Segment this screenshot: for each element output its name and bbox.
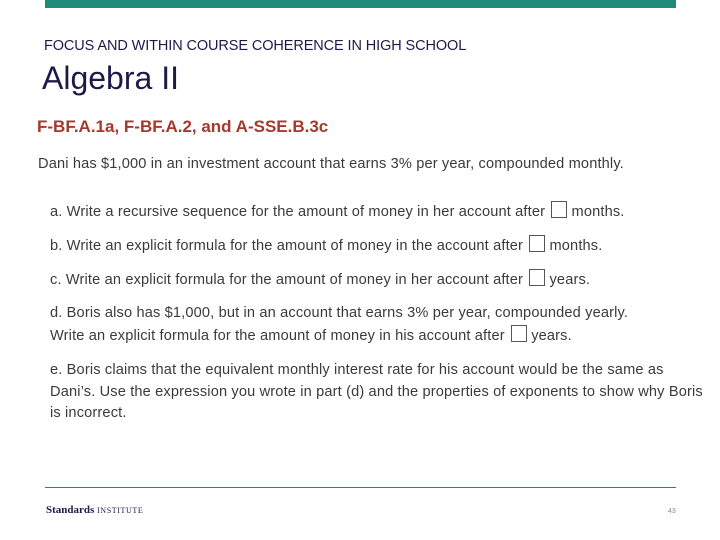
standards-institute-logo (46, 504, 143, 516)
footer-divider (45, 487, 676, 488)
part-e: e. Boris claims that the equivalent monthly interest rate for his account would be the same as Dani’s. Use the expression you wrote in part (d) and the properties of exponents to show why Boris is incorrect. (50, 362, 703, 421)
page-number: 43 (668, 508, 676, 515)
variable-placeholder-icon (529, 235, 545, 252)
part-a-suffix: months. (571, 204, 625, 220)
part-b-text: b. Write an explicit formula for the amount of money in the account after (50, 238, 524, 254)
part-d-suffix: years. (531, 327, 572, 344)
part-d (50, 303, 628, 347)
variable-placeholder-icon (551, 201, 567, 218)
part-d-line2: Write an explicit formula for the amount of money in his account after (50, 327, 505, 344)
variable-placeholder-icon (529, 269, 545, 286)
part-d-line1: d. Boris also has $1,000, but in an account that earns 3% per year, compounded yearly. (50, 305, 629, 321)
part-c-suffix: years. (549, 272, 591, 288)
part-a-text: a. Write a recursive sequence for the amount of money in her account after (50, 204, 546, 220)
logo-wordmark: Standards (46, 504, 95, 516)
part-b-suffix: months. (549, 238, 603, 254)
part-d-line2-wrap (50, 325, 628, 348)
top-accent-bar (45, 0, 676, 8)
variable-placeholder-icon (511, 325, 527, 342)
page-title: Algebra II (42, 60, 179, 96)
part-c (50, 269, 590, 292)
logo-subtext: INSTITUTE (97, 506, 144, 515)
part-a (50, 201, 625, 224)
part-c-text: c. Write an explicit formula for the amount of money in her account after (50, 272, 524, 288)
part-b (50, 235, 602, 258)
problem-prompt: Dani has $1,000 in an investment account that earns 3% per year, compounded monthly. (38, 156, 624, 172)
section-eyebrow: FOCUS AND WITHIN COURSE COHERENCE IN HIGH SCHOOL (44, 38, 467, 54)
standards-code: F-BF.A.1a, F-BF.A.2, and A-SSE.B.3c (37, 117, 329, 136)
